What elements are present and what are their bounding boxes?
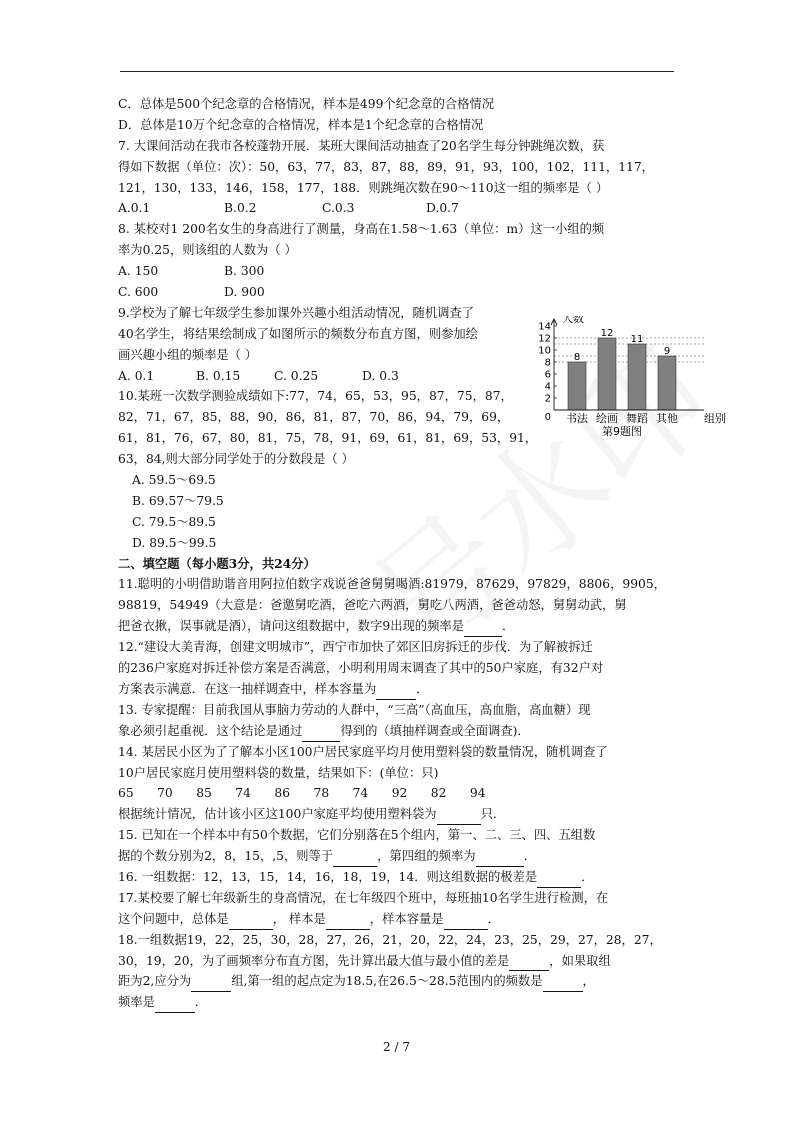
bar-label: 8 <box>573 352 581 363</box>
q18-mid-2: 组,第一组的起点定为18.5,在26.5～28.5范围内的频数是 <box>231 974 543 989</box>
q14-answer-blank[interactable] <box>437 810 481 825</box>
q17-answer-blank-2[interactable] <box>326 915 370 930</box>
q8-options-row2 <box>118 282 678 303</box>
q7-option-c: C.0.3 <box>322 201 355 216</box>
q13-line2 <box>118 721 678 742</box>
q9-histogram <box>536 316 736 442</box>
y-tick-label: 4 <box>544 381 551 393</box>
q8-option-b: B. 300 <box>224 264 265 279</box>
q17-line2 <box>118 909 678 930</box>
x-tick-label: 书法 <box>566 412 588 425</box>
y-tick-label: 10 <box>538 345 551 357</box>
q17-mid2: ，样本容量是 <box>369 911 444 926</box>
q9-options <box>118 366 528 387</box>
x-tick-label: 其他 <box>656 412 678 425</box>
q11-period: ． <box>502 619 515 634</box>
q17-period: ． <box>487 911 500 926</box>
q15-line1: 15. 已知在一个样本中有50个数据，它们分别落在5个组内，第一、二、三、四、五组数 <box>118 828 596 843</box>
q9-histogram-figure <box>536 316 736 442</box>
q12-period: ． <box>416 681 429 696</box>
q14-line1: 14. 某居民小区为了了解本小区100户居民家庭平均月使用塑料袋的数量情况，随机调查了 <box>118 744 608 759</box>
y-tick-label: 8 <box>544 357 551 369</box>
q15-text: 据的个数分别为2，8，15，,5，则等于 <box>118 849 334 864</box>
q8-option-a: A. 150 <box>118 264 159 279</box>
q15-answer-blank-1[interactable] <box>333 852 377 867</box>
q17-text: 这个问题中，总体是 <box>118 911 229 926</box>
q14-tail: 只． <box>480 807 506 822</box>
q18-answer-blank-2[interactable] <box>191 977 231 992</box>
q14-line4 <box>118 804 678 825</box>
q14-line2: 10户居民家庭月使用塑料袋的数量，结果如下：(单位：只) <box>118 765 439 780</box>
bar-label: 12 <box>600 328 614 339</box>
q11-answer-blank[interactable] <box>464 622 502 637</box>
q7-stem-line2: 得如下数据（单位：次）：50，63，77，83，87，88，89，91，93，100，102，111，117， <box>118 159 654 174</box>
q15-mid: ，第四组的频率为 <box>377 849 476 864</box>
q17-answer-blank-1[interactable] <box>229 915 273 930</box>
y-tick-label: 2 <box>544 393 551 405</box>
q9-option-c: C. 0.25 <box>274 368 319 383</box>
q10-stem-line1: 10.某班一次数学测验成绩如下:77，74，65，53，95，87，75，87， <box>118 389 513 404</box>
q18-period: ． <box>194 995 208 1010</box>
q6-option-c: C．总体是500个纪念章的合格情况，样本是499个纪念章的合格情况 <box>118 97 495 111</box>
q12-line2: 的236户家庭对拆迁补偿方案是否满意，小明利用周末调查了其中的50户家庭，有32户对 <box>118 661 604 676</box>
q13-tail: 得到的（填抽样调查或全面调查)． <box>340 723 530 738</box>
q14-text: 根据统计情况，估计该小区这100户家庭平均使用塑料袋为 <box>118 807 437 822</box>
q9-option-d: D. 0.3 <box>362 368 399 383</box>
q12-answer-blank[interactable] <box>376 685 416 700</box>
bar-其他 <box>658 356 676 410</box>
y-tick-label: 12 <box>538 333 551 345</box>
q8-options-row1 <box>118 261 678 282</box>
q9-stem-line3: 画兴趣小组的频率是（ ） <box>118 347 258 362</box>
q15-answer-blank-2[interactable] <box>476 852 524 867</box>
q18-line2 <box>118 951 678 972</box>
q18-line4 <box>118 992 678 1013</box>
q11-line3 <box>118 616 678 637</box>
q18-answer-blank-4[interactable] <box>155 998 195 1013</box>
x-axis-title: 组别 <box>704 412 726 425</box>
q18-text: 30，19，20，为了画频率分布直方图，先计算出最大值与最小值的差是 <box>118 953 510 968</box>
q18-text-3: 频率是 <box>118 995 155 1010</box>
q6-option-d: D．总体是10万个纪念章的合格情况，样本是1个纪念章的合格情况 <box>118 117 484 132</box>
q7-option-d: D.0.7 <box>426 201 459 216</box>
q8-stem-line1: 8. 某校对1 200名女生的身高进行了测量，身高在1.58～1.63（单位：m）这一小组的频 <box>118 222 605 237</box>
q11-line1: 11.聪明的小明借助谐音用阿拉伯数字戏说爸爸舅舅喝酒:81979，87629，97829，8806，9905， <box>118 577 666 592</box>
q15-period: ． <box>523 849 536 864</box>
q8-option-d: D. 900 <box>224 285 265 300</box>
q17-mid: ， 样本是 <box>272 911 326 926</box>
q9-stem-line2: 40名学生，将结果绘制成了如图所示的频数分布直方图，则参加绘 <box>118 326 478 341</box>
bar-舞蹈 <box>628 344 646 410</box>
q16-line1 <box>118 867 678 888</box>
q7-option-a: A.0.1 <box>118 201 151 216</box>
q11-text: 把爸衣揪，误事就是酒），请问这组数据中，数字9出现的频率是 <box>118 619 464 634</box>
q9-option-a: A. 0.1 <box>118 368 155 383</box>
bar-label: 11 <box>630 334 644 345</box>
section-title: 二、填空题（每小题3分，共24分） <box>118 555 316 571</box>
q16-answer-blank[interactable] <box>537 873 581 888</box>
q14-data-row: 65 70 85 74 86 78 74 92 82 94 <box>118 786 486 801</box>
y-axis-title: 人数 <box>562 316 584 325</box>
q10-stem-line2: 82，71，67，85，88，90，86，81，87，70，86，94，79，69， <box>118 410 510 425</box>
q18-answer-blank-3[interactable] <box>543 977 583 992</box>
q13-text: 象必须引起重视．这个结论是通过 <box>118 723 303 738</box>
q8-option-c: C. 600 <box>118 285 159 300</box>
q7-options <box>118 198 678 219</box>
q17-line1: 17.某校要了解七年级新生的身高情况，在七年级四个班中，每班抽10名学生进行检测，在 <box>118 890 609 905</box>
q11-line2: 98819，54949（大意是：爸邀舅吃酒，爸吃六两酒，舅吃八两酒，爸爸动怒，舅舅动武，舅 <box>118 598 627 613</box>
q13-answer-blank[interactable] <box>302 727 340 742</box>
q18-line3 <box>118 971 678 992</box>
q10-option-a: A. 59.5～69.5 <box>132 473 216 488</box>
q7-stem-line1: 7. 大课间活动在我市各校蓬勃开展．某班大课间活动抽查了20名学生每分钟跳绳次数，获 <box>118 138 605 153</box>
header-rule <box>120 71 674 72</box>
q12-text: 方案表示满意．在这一抽样调查中，样本容量为 <box>118 681 377 696</box>
q18-answer-blank-1[interactable] <box>509 956 549 971</box>
q12-line1: 12.“建设大美青海，创建文明城市”，西宁市加快了郊区旧房拆迁的步伐．为了解被拆迁 <box>118 640 593 655</box>
bar-绘画 <box>598 338 616 410</box>
page-number: 2 / 7 <box>383 1040 410 1054</box>
q9-stem-line1: 9.学校为了解七年级学生参加课外兴趣小组活动情况，随机调查了 <box>118 305 475 320</box>
y-tick-label: 0 <box>544 412 551 423</box>
x-tick-label: 绘画 <box>596 412 618 425</box>
q18-mid: ，如果取组 <box>549 953 611 968</box>
q17-answer-blank-3[interactable] <box>444 915 488 930</box>
q9-option-b: B. 0.15 <box>196 368 241 383</box>
q16-text: 16. 一组数据：12，13，15，14，16，18，19，14．则这组数据的极差是 <box>118 869 538 884</box>
q10-option-b: B. 69.57～79.5 <box>132 493 224 508</box>
q10-option-c: C. 79.5～89.5 <box>132 514 216 529</box>
q10-stem-line4: 63，84,则大部分同学处于的分数段是（ ） <box>118 452 354 467</box>
q7-stem-line3: 121，130，133，146，158，177，188．则跳绳次数在90～110这一组的频率是（ ） <box>118 180 609 195</box>
y-tick-label: 6 <box>544 369 551 381</box>
x-tick-label: 舞蹈 <box>626 412 648 425</box>
q18-text-2: 距为2,应分为 <box>118 974 192 989</box>
bar-书法 <box>568 362 586 410</box>
q15-line2 <box>118 846 678 867</box>
q10-option-d: D. 89.5～99.5 <box>132 535 217 550</box>
q10-stem-line3: 61，81，76，67，80，81，75，78，91，69，61，81，69，53，91， <box>118 431 538 446</box>
q16-period: ． <box>581 869 594 884</box>
figure-caption: 第9题图 <box>602 425 642 438</box>
q18-comma: ， <box>582 974 595 989</box>
question-content <box>118 94 678 1013</box>
q18-line1: 18.一组数据19，22，25，30，28，27，26，21，20，22，24，23，25，29，27，28，27， <box>118 932 662 947</box>
bar-label: 9 <box>663 346 671 357</box>
q8-stem-line2: 率为0.25，则该组的人数为（ ） <box>118 243 297 258</box>
q7-option-b: B.0.2 <box>224 201 257 216</box>
q12-line3 <box>118 679 678 700</box>
q13-line1: 13. 专家提醒：目前我国从事脑力劳动的人群中，“三高”（高血压，高血脂，高血糖）现 <box>118 702 591 717</box>
y-tick-label: 14 <box>538 321 551 333</box>
